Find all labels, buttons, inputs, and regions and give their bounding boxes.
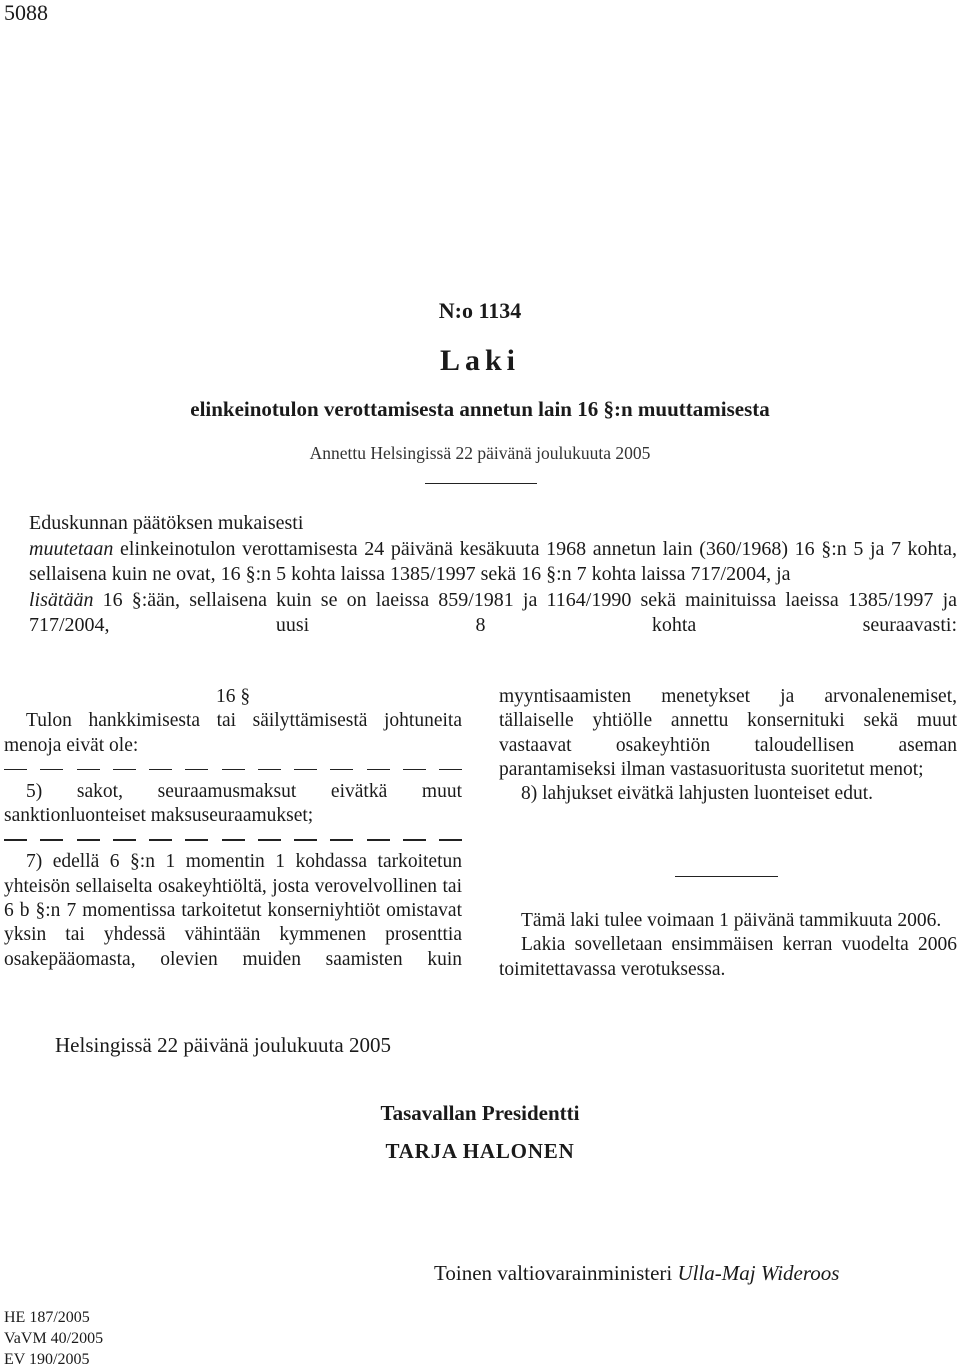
header-divider [425,483,537,484]
president-title: Tasavallan Presidentti [380,1101,580,1125]
omission-dashes [4,828,462,850]
preamble [29,511,957,639]
item-7-continued: myyntisaamisten menetykset ja arvonalenemiset, tällaiselle yhtiölle annettu konsernituki sekä muut vastaavat osakeyhtiön taloudellisen aseman parantamiseksi ilman vastasuoritusta suoritetut menot; [499,686,957,780]
section-heading: 16 § [215,686,251,707]
add-clause [29,588,957,639]
president-name: TARJA HALONEN [385,1139,575,1163]
legislative-references [4,1307,103,1370]
item-5: 5) sakot, seuraamusmaksut eivätkä muut sanktionluonteiset maksuseuraamukset; [4,780,462,827]
signature-place-date: Helsingissä 22 päivänä joulukuuta 2005 [55,1033,391,1057]
minister-signature [434,1261,839,1286]
page-number: 5088 [4,0,48,25]
preamble-intro: Eduskunnan päätöksen mukaisesti [29,512,304,534]
law-title: Laki [439,344,521,377]
amend-text: elinkeinotulon verottamisesta 24 päivänä kesäkuuta 1968 annetun lain (360/1968) 16 §:n 5 ja 7 kohta, sellaisena kuin ne ovat, 16 §:n 5 kohta laissa 1385/1997 sekä 16 §:n 7 kohta laissa 717/2004, ja [29,537,957,585]
left-column [4,685,462,972]
amend-keyword: muutetaan [29,537,114,560]
law-subtitle: elinkeinotulon verottamisesta annetun lain 16 §:n muuttamisesta [190,397,770,421]
right-column [499,685,957,806]
section-intro: Tulon hankkimisesta tai säilyttämisestä johtuneita menoja eivät ole: [4,710,462,756]
reference-item: EV 190/2005 [4,1351,90,1368]
add-keyword: lisätään [29,588,94,611]
minister-title: Toinen valtiovarainministeri [434,1261,673,1285]
item-8: 8) lahjukset eivätkä lahjusten luonteiset edut. [521,783,873,805]
minister-name: Ulla-Maj Wideroos [677,1261,840,1285]
closing-provisions [499,909,957,982]
reference-item: VaVM 40/2005 [4,1330,104,1347]
amend-clause [29,537,957,588]
application-clause: Lakia sovelletaan ensimmäisen kerran vuodelta 2006 toimitettavassa verotuksessa. [499,934,957,980]
omission-dashes [4,758,462,780]
section-divider [675,876,778,877]
entry-into-force: Tämä laki tulee voimaan 1 päivänä tammikuuta 2006. [521,910,942,931]
statute-number: N:o 1134 [438,298,522,323]
add-text: 16 §:ään, sellaisena kuin se on laeissa 859/1981 ja 1164/1990 sekä mainituissa laeissa 1385/1997 ja 717/2004, uusi 8 kohta seuraavasti: [29,588,957,636]
given-date: Annettu Helsingissä 22 päivänä joulukuuta 2005 [309,443,651,463]
item-7: 7) edellä 6 §:n 1 momentin 1 kohdassa tarkoitetun yhteisön sellaiselta osakeyhtiöltä, josta verovelvollinen tai 6 b §:n 7 momentissa tarkoitetut konserniyhtiöt omistavat yksin tai yhdessä vähintään kymmenen prosenttia osakepääomasta, olevien muiden saamisten kuin [4,851,462,970]
reference-item: HE 187/2005 [4,1309,90,1326]
